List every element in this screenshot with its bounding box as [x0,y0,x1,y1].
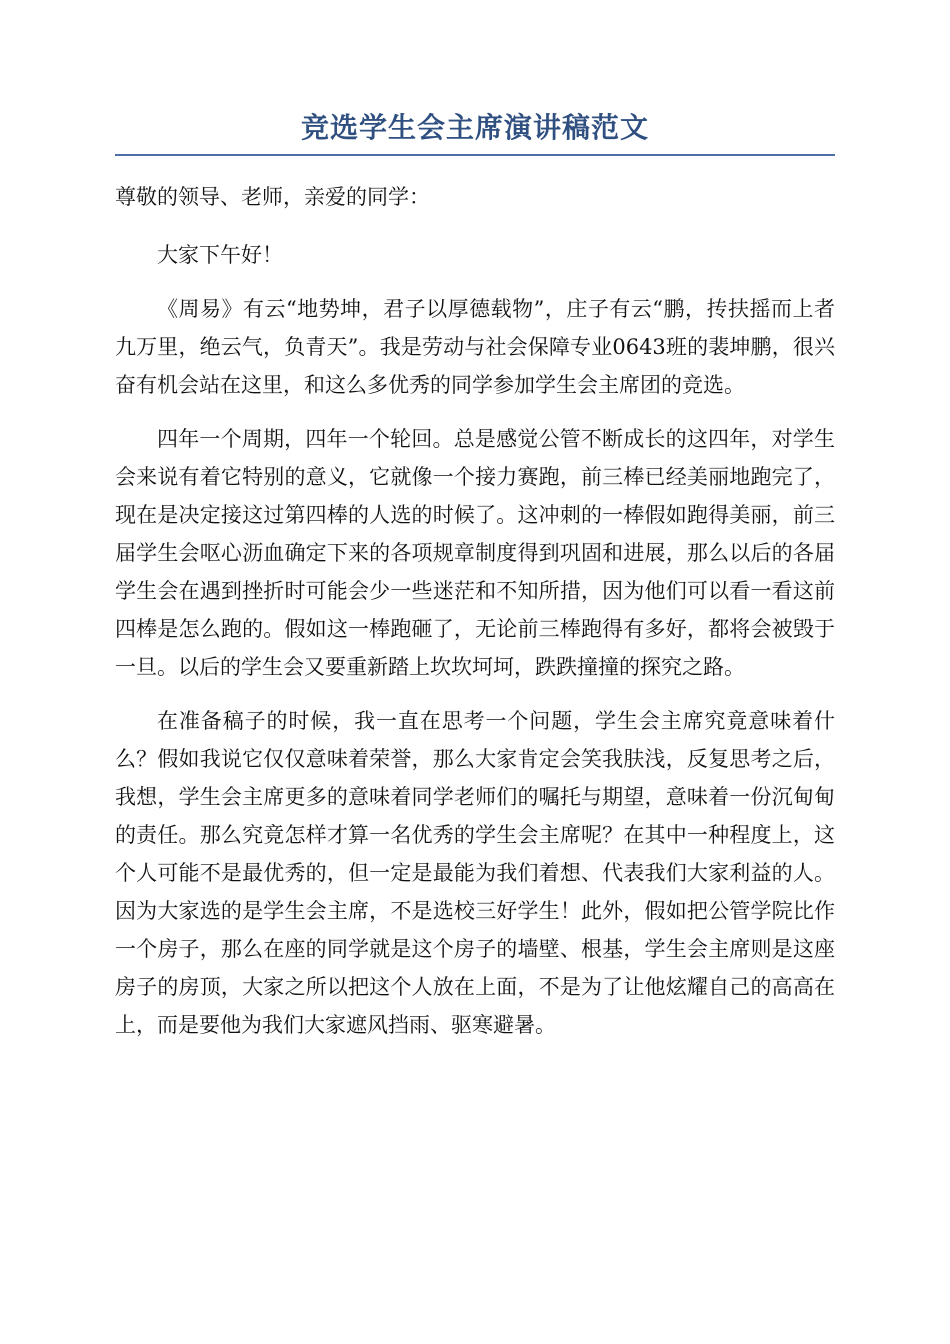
salutation: 尊敬的领导、老师，亲爱的同学： [115,185,430,209]
paragraph-responsibility: 在准备稿子的时候，我一直在思考一个问题，学生会主席究竟意味着什么？假如我说它仅仅意味着荣誉，那么大家肯定会笑我肤浅，反复思考之后，我想，学生会主席更多的意味着同学老师们的嘱托与期望，意味着一份沉甸甸的责任。那么究竟怎样才算一名优秀的学生会主席呢？在其中一种程度上，这个人可能不是最优秀的，但一定是最能为我们着想、代表我们大家利益的人。因为大家选的是学生会主席，不是选校三好学生！此外，假如把公管学院比作一个房子，那么在座的同学就是这个房子的墙壁、根基，学生会主席则是这座房子的房顶，大家之所以把这个人放在上面，不是为了让他炫耀自己的高高在上，而是要他为我们大家遮风挡雨、驱寒避暑。 [115,709,835,1037]
document-title: 竞选学生会主席演讲稿范文 [300,111,649,144]
title-underline [115,154,835,156]
document-page [115,108,835,1044]
paragraph-relay-metaphor: 四年一个周期，四年一个轮回。总是感觉公管不断成长的这四年，对学生会来说有着它特别的意义，它就像一个接力赛跑，前三棒已经美丽地跑完了，现在是决定接这过第四棒的人选的时候了。这冲刺的一棒假如跑得美丽，前三届学生会呕心沥血确定下来的各项规章制度得到巩固和进展，那么以后的各届学生会在遇到挫折时可能会少一些迷茫和不知所措，因为他们可以看一看这前四棒是怎么跑的。假如这一棒跑砸了，无论前三棒跑得有多好，都将会被毁于一旦。以后的学生会又要重新踏上坎坎坷坷，跌跌撞撞的探究之路。 [115,427,835,679]
paragraph-greeting: 大家下午好！ [157,243,283,267]
paragraph-introduction: 《周易》有云“地势坤，君子以厚德载物”，庄子有云“鹏，抟扶摇而上者九万里，绝云气，负青天”。我是劳动与社会保障专业0643班的裴坤鹏，很兴奋有机会站在这里，和这么多优秀的同学参加学生会主席团的竞选。 [115,297,835,397]
